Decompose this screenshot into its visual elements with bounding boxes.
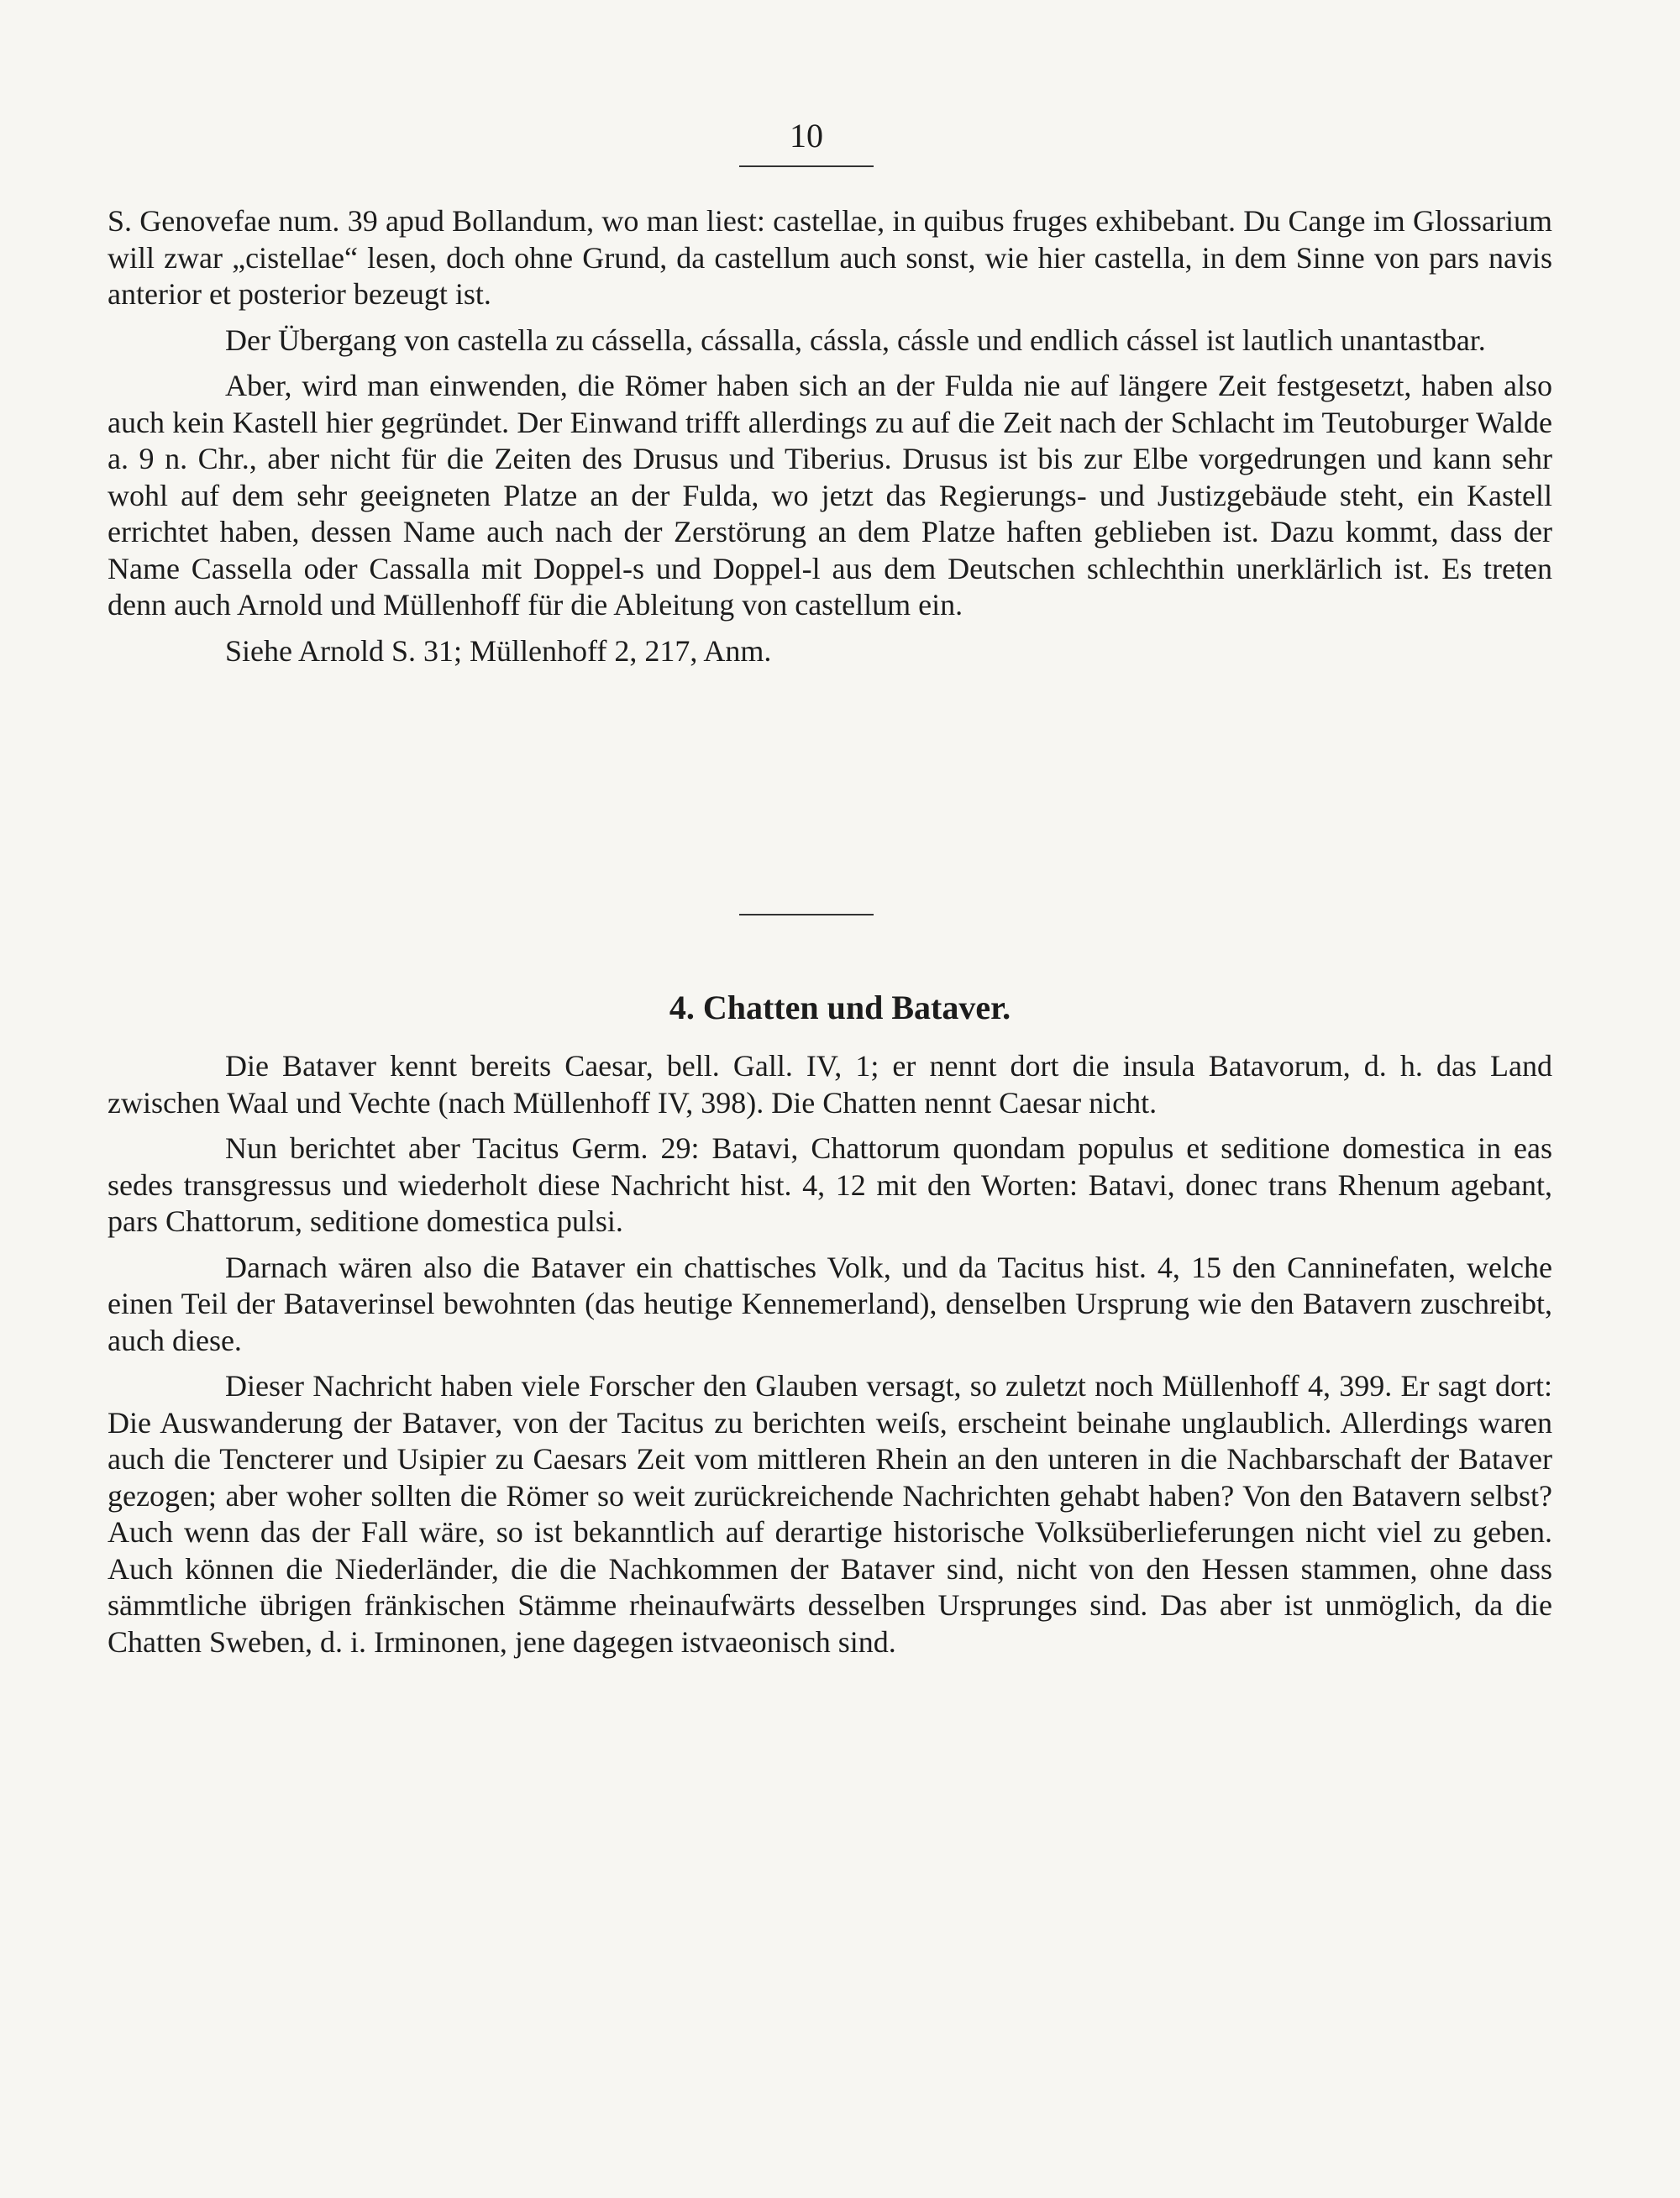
paragraph: S. Genovefae num. 39 apud Bollandum, wo man liest: castellae, in quibus fruges exhibebant. Du Cange im Glossarium will zwar „cistellae“ lesen, doch ohne Grund, da castellum auch sonst, wie hier castella, in dem Sinne von pars navis anterior et posterior bezeugt ist. (108, 204, 1552, 311)
section-heading: 4. Chatten und Bataver. (669, 989, 1011, 1026)
paragraph: Die Bataver kennt bereits Caesar, bell. Gall. IV, 1; er nennt dort die insula Batavorum, d. h. das Land zwischen Waal und Vechte (nach Müllenhoff IV, 398). Die Chatten nennt Caesar nicht. (108, 1049, 1552, 1120)
section-divider-rule (739, 914, 874, 915)
paragraph: Der Übergang von castella zu cássella, cássalla, cássla, cássle und endlich cássel ist lautlich unantastbar. (225, 323, 1486, 357)
paragraph: Nun berichtet aber Tacitus Germ. 29: Batavi, Chattorum quondam populus et seditione domestica in eas sedes transgressus und wiederholt diese Nachricht hist. 4, 12 mit den Worten: Batavi, donec trans Rhenum agebant, pars Chattorum, seditione domestica pulsi. (108, 1131, 1552, 1238)
header-rule (739, 165, 874, 167)
body-text-section (108, 1048, 1552, 1660)
paragraph: Dieser Nachricht haben viele Forscher den Glauben versagt, so zuletzt noch Müllenhoff 4, 399. Er sagt dort: Die Auswanderung der Bataver, von der Tacitus zu berichten weiſs, erscheint beinahe unglaublich. Allerdings waren auch die Tencterer und Usipier zu Caesars Zeit vom mittleren Rhein an den unteren in die Nachbarschaft der Bataver gezogen; aber woher sollten die Römer so weit zurückreichende Nachrichten gehabt haben? Von den Batavern selbst? Auch wenn das der Fall wäre, so ist bekanntlich auf derartige historische Volksüberlieferungen nicht viel zu geben. Auch können die Niederländer, die die Nachkommen der Bataver sind, nicht von den Hessen stammen, ohne dass sämmtliche übrigen fränkischen Stämme rheinaufwärts desselben Ursprunges sind. Das aber ist unmöglich, da die Chatten Sweben, d. i. Irminonen, jene dagegen istvaeonisch sind. (108, 1369, 1552, 1659)
paragraph: Darnach wären also die Bataver ein chattisches Volk, und da Tacitus hist. 4, 15 den Canninefaten, welche einen Teil der Bataverinsel bewohnten (das heutige Kennemerland), denselben Ursprung wie den Batavern zuschreibt, auch diese. (108, 1250, 1552, 1357)
paragraph: Siehe Arnold S. 31; Müllenhoff 2, 217, Anm. (225, 633, 772, 668)
body-text-top (108, 203, 1552, 669)
paragraph: Aber, wird man einwenden, die Römer haben sich an der Fulda nie auf längere Zeit festgesetzt, haben also auch kein Kastell hier gegründet. Der Einwand trifft allerdings zu auf die Zeit nach der Schlacht im Teutoburger Walde a. 9 n. Chr., aber nicht für die Zeiten des Drusus und Tiberius. Drusus ist bis zur Elbe vorgedrungen und kann sehr wohl auf dem sehr geeigneten Platze an der Fulda, wo jetzt das Regierungs- und Justizgebäude steht, ein Kastell errichtet haben, dessen Name auch nach der Zerstörung an dem Platze haften geblieben ist. Dazu kommt, dass der Name Cassella oder Cassalla mit Doppel-s und Doppel-l aus dem Deutschen schlechthin unerklärlich ist. Es treten denn auch Arnold und Müllenhoff für die Ableitung von castellum ein. (108, 369, 1552, 622)
page-number: 10 (790, 117, 823, 155)
